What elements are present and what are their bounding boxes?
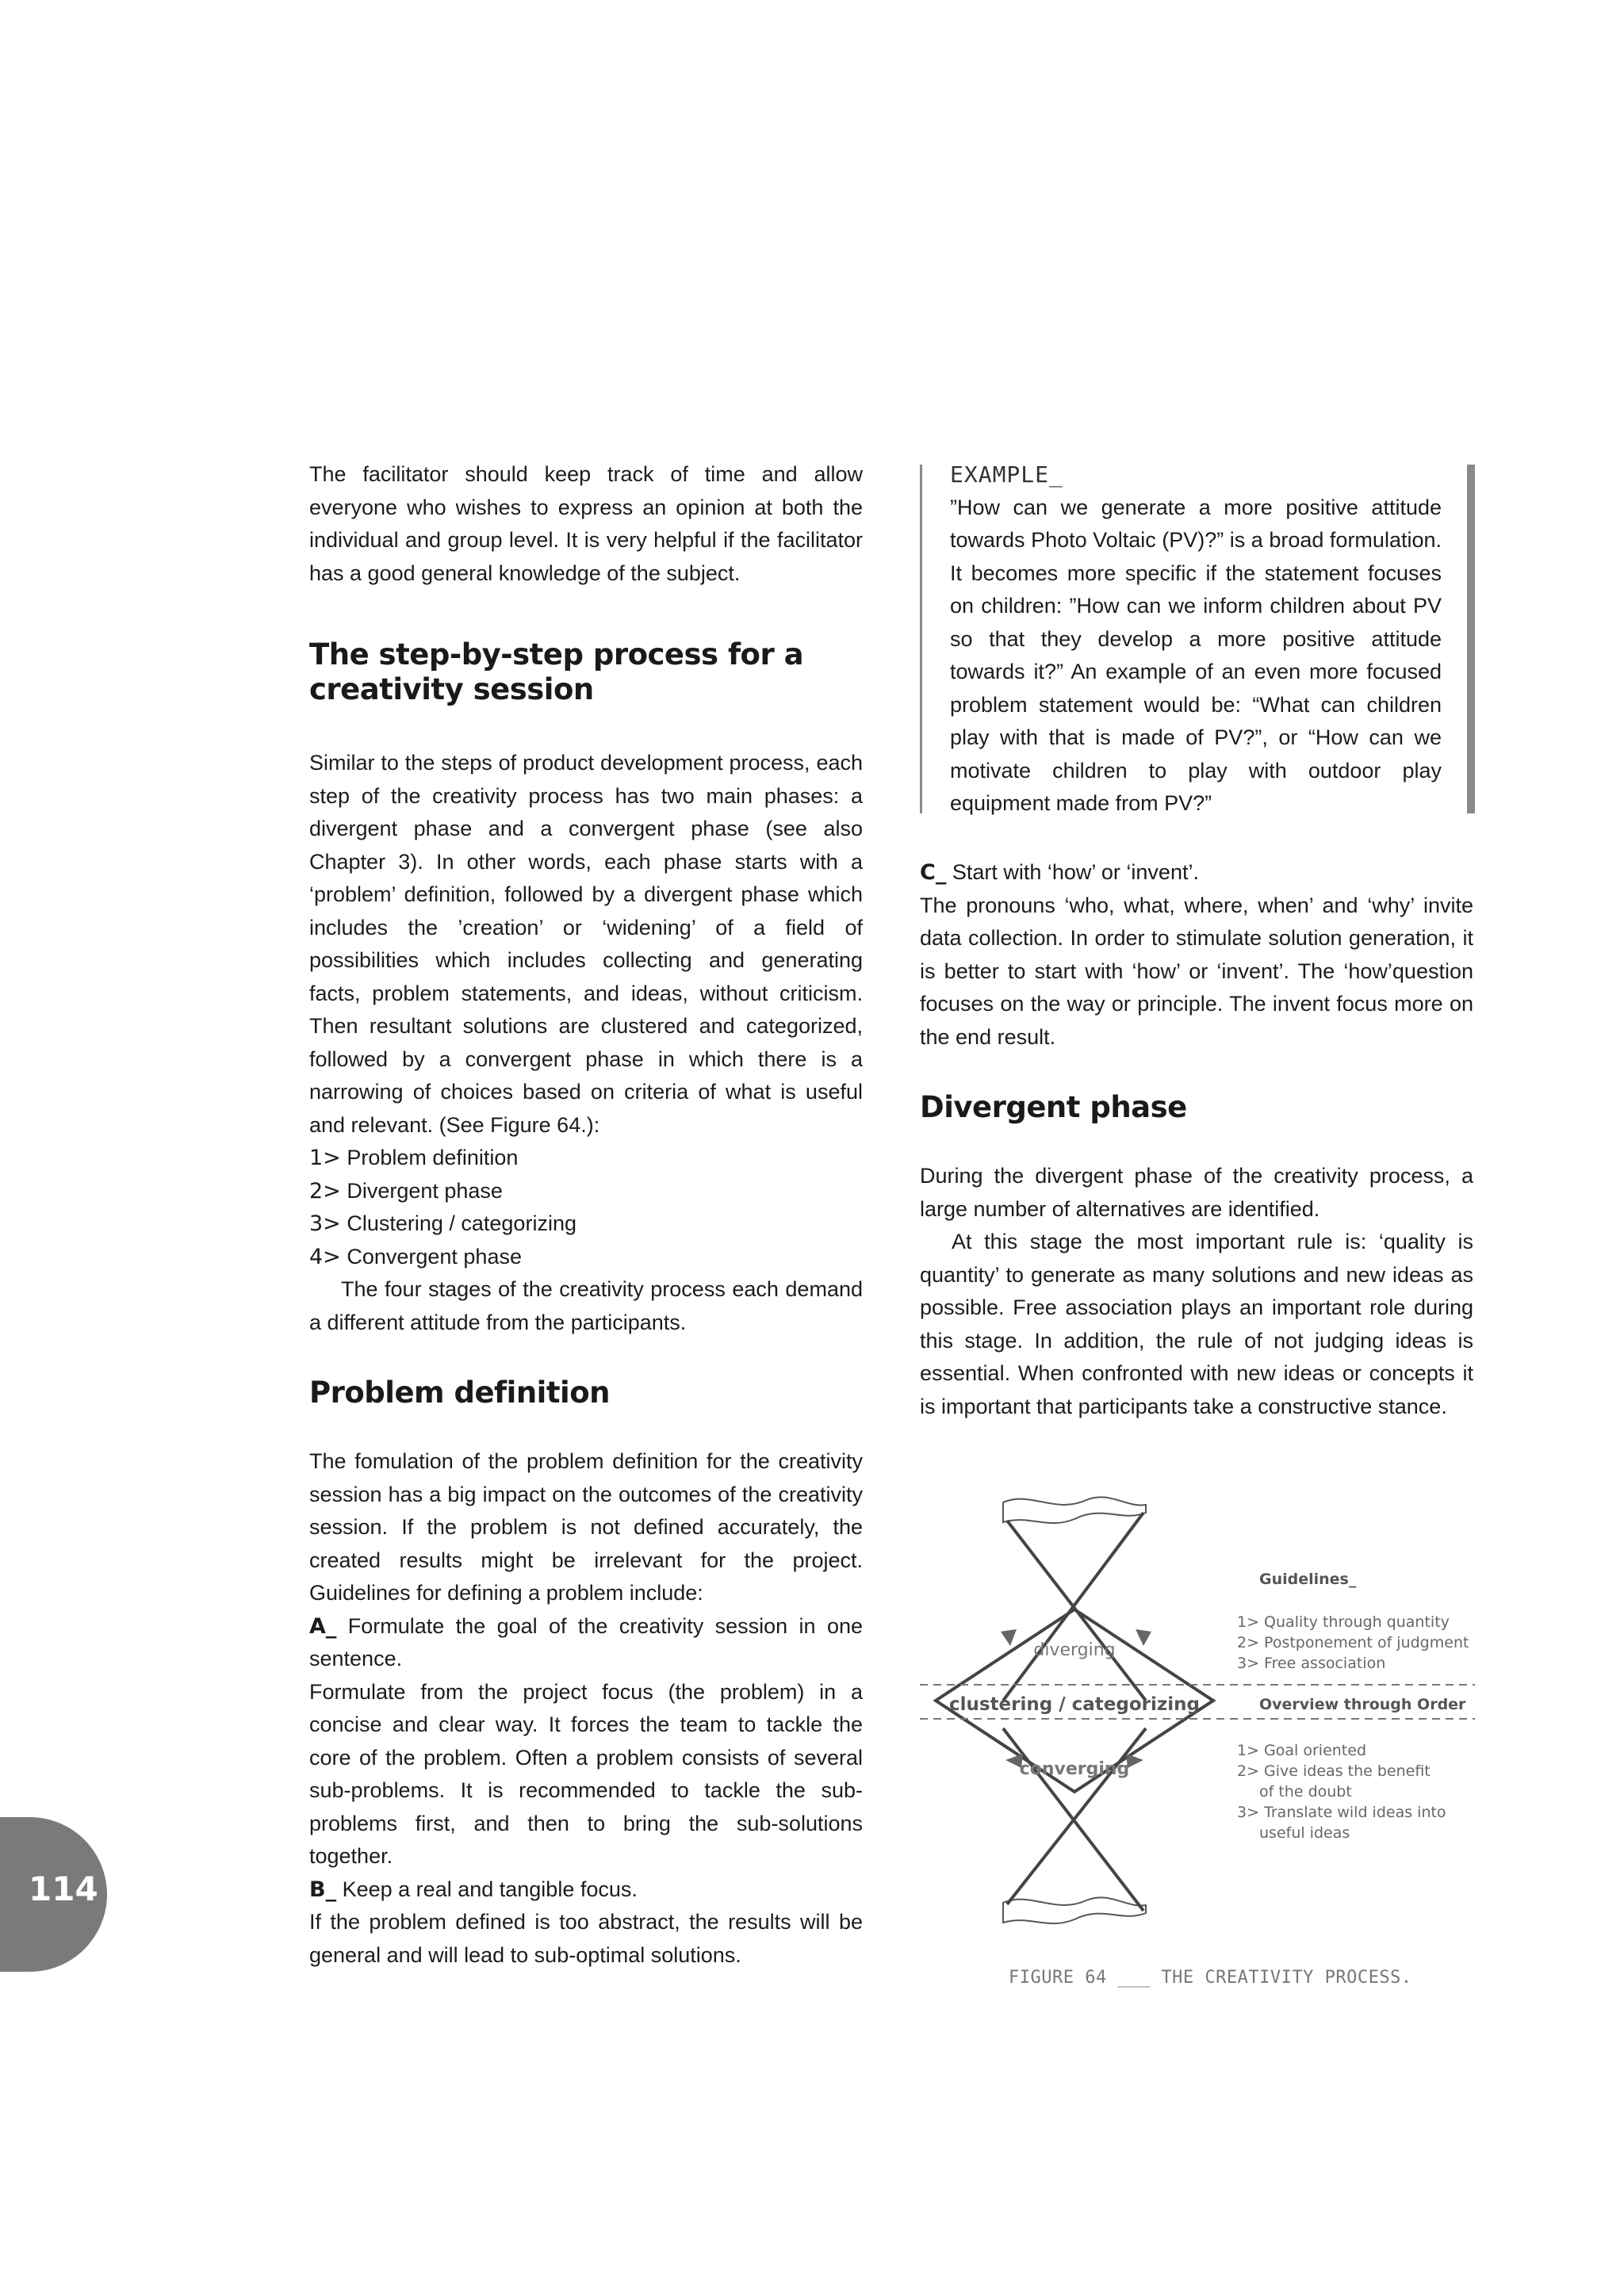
heading-problem-definition: Problem definition <box>309 1376 610 1410</box>
example-right-bar <box>1467 465 1475 813</box>
creativity-process-diagram <box>912 1490 1483 1934</box>
divergent-paragraph-2: At this stage the most important rule is: ‘quality is quantity’ to generate as many solutions and new ideas as possible. Free association plays an important role during this stage. In addition, the rule of not judging ideas is essential. When confronted with new ideas or concepts it is important that participants take a constructive stance. <box>920 1230 1473 1418</box>
clustering-label: clustering / categorizing <box>948 1694 1201 1715</box>
example-title: EXAMPLE_ <box>950 461 1063 488</box>
right-column <box>920 856 1473 1423</box>
guideline-b: B_ Keep a real and tangible focus. <box>309 1877 638 1902</box>
converge-item: 2> Give ideas the benefit <box>1237 1762 1431 1780</box>
steps-list <box>309 1142 863 1273</box>
guideline-item: 2> Postponement of judgment <box>1237 1634 1469 1651</box>
example-text: ”How can we generate a more positive attitude towards Photo Voltaic (PV)?” is a broad formulation. It becomes more specific if the statement focuses on children: ”How can we inform children about PV so that they develop a more positive attitude towards it?” An example of an even more focused problem statement would be: “What can children play with that is made of PV?”, or “How can we motivate children to play with outdoor play equipment made from PV?” <box>950 495 1442 815</box>
intro-paragraph: The facilitator should keep track of time and allow everyone who wishes to express an opinion at both the individual and group level. It is very helpful if the facilitator has a good general knowledge of the subject. <box>309 462 863 585</box>
converge-item: 3> Translate wild ideas into <box>1237 1804 1446 1821</box>
diverging-label: diverging <box>1033 1640 1116 1660</box>
guideline-c-paragraph: The pronouns ‘who, what, where, when’ and ‘why’ invite data collection. In order to stimulate solution generation, it is better to start with ‘how’ or ‘invent’. The ‘how’question focuses on the way or principle. The invent focus more on the end result. <box>920 893 1473 1049</box>
heading-steps: The step-by-step process for a creativity session <box>309 637 804 706</box>
example-left-bar <box>920 465 922 813</box>
four-stages-paragraph: The four stages of the creativity process each demand a different attitude from the participants. <box>309 1277 863 1334</box>
converge-item: useful ideas <box>1259 1824 1350 1842</box>
example-box <box>950 458 1442 821</box>
diverging-arrow-right-icon <box>1136 1629 1151 1646</box>
guideline-item: 3> Free association <box>1237 1655 1386 1672</box>
bottom-wave <box>1003 1897 1146 1923</box>
heading-divergent-phase: Divergent phase <box>920 1090 1187 1124</box>
list-item: 1> Problem definition <box>309 1146 519 1170</box>
left-column <box>309 458 863 1972</box>
divergent-paragraph-1: During the divergent phase of the creativity process, a large number of alternatives are identified. <box>920 1164 1473 1221</box>
steps-paragraph: Similar to the steps of product development process, each step of the creativity process has two main phases: a divergent phase and a convergent phase (see also Chapter 3). In other words, each phase starts with a ‘problem’ definition, followed by a divergent phase which includes the ’creation’ or ‘widening’ of a field of possibilities which includes collecting and generating facts, problem statements, and ideas, without criticism. Then resultant solutions are clustered and categorized, followed by a convergent phase in which there is a narrowing of choices based on criteria of what is useful and relevant. (See Figure 64.): <box>309 751 863 1137</box>
top-wave <box>1003 1497 1146 1523</box>
problem-paragraph: The fomulation of the problem definition for the creativity session has a big impact on the outcomes of the creativity session. If the problem is not defined accurately, the created results might be irrelevant for the project. Guidelines for defining a problem include: <box>309 1449 863 1605</box>
guideline-item: 1> Quality through quantity <box>1237 1613 1450 1631</box>
converge-item: 1> Goal oriented <box>1237 1742 1367 1759</box>
guideline-a-paragraph: Formulate from the project focus (the problem) in a concise and clear way. It forces the team to tackle the core of the problem. Often a problem consists of several sub-problems. It is recommended to tackle the sub-problems first, and then to bring the sub-solutions together. <box>309 1679 863 1868</box>
list-item: 3> Clustering / categorizing <box>309 1211 576 1236</box>
guidelines-title: Guidelines_ <box>1259 1571 1357 1588</box>
diverging-arrow-left-icon <box>1001 1629 1017 1646</box>
figure-caption: FIGURE 64 ___ THE CREATIVITY PROCESS. <box>1009 1968 1412 1988</box>
overview-label: Overview through Order <box>1259 1696 1466 1713</box>
page-number: 114 <box>29 1869 98 1908</box>
converging-label: converging <box>1019 1759 1130 1779</box>
list-item: 2> Divergent phase <box>309 1178 503 1203</box>
guideline-c: C_ Start with ‘how’ or ‘invent’. <box>920 860 1199 885</box>
guideline-b-paragraph: If the problem defined is too abstract, the results will be general and will lead to sub-optimal solutions. <box>309 1910 863 1967</box>
converge-item: of the doubt <box>1259 1783 1352 1800</box>
guideline-a: A_ Formulate the goal of the creativity session in one sentence. <box>309 1613 863 1670</box>
list-item: 4> Convergent phase <box>309 1244 522 1269</box>
